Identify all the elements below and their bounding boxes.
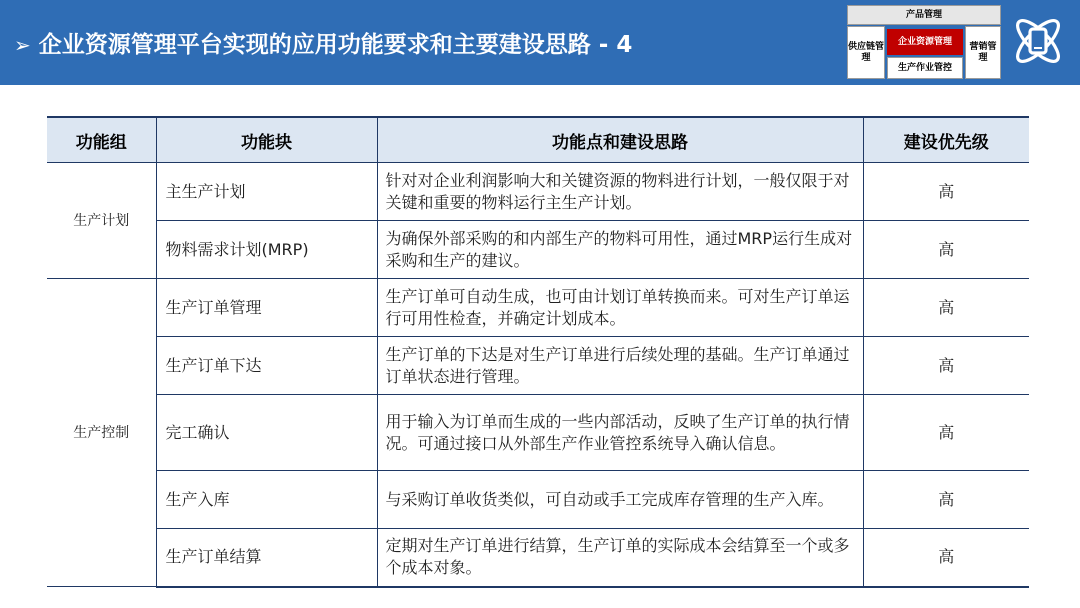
- header-function-points: 功能点和建设思路: [377, 117, 863, 163]
- function-description: 与采购订单收货类似，可自动或手工完成库存管理的生产入库。: [377, 471, 863, 529]
- priority-value: 高: [863, 163, 1029, 221]
- framework-production-control: 生产作业管控: [887, 57, 963, 79]
- priority-value: 高: [863, 279, 1029, 337]
- framework-marketing: 营销管理: [965, 26, 1001, 79]
- function-table: [47, 116, 1029, 588]
- priority-value: 高: [863, 529, 1029, 587]
- table-row: [47, 279, 1029, 337]
- priority-value: 高: [863, 471, 1029, 529]
- function-block: 生产订单下达: [156, 337, 377, 395]
- priority-value: 高: [863, 395, 1029, 471]
- function-description: 定期对生产订单进行结算，生产订单的实际成本会结算至一个或多个成本对象。: [377, 529, 863, 587]
- group-production-planning: 生产计划: [47, 163, 156, 279]
- header-bar: [0, 0, 1080, 85]
- table-row: [47, 337, 1029, 395]
- function-block: 主生产计划: [156, 163, 377, 221]
- table-header-row: [47, 117, 1029, 163]
- table-row: [47, 163, 1029, 221]
- function-block: 物料需求计划(MRP): [156, 221, 377, 279]
- table-row: [47, 471, 1029, 529]
- function-description: 针对对企业利润影响大和关键资源的物料进行计划，一般仅限于对关键和重要的物料运行主生产计划。: [377, 163, 863, 221]
- page-title: [14, 26, 632, 59]
- framework-supply-chain: 供应链管理: [847, 26, 885, 79]
- group-production-control: 生产控制: [47, 279, 156, 587]
- function-block: 生产订单结算: [156, 529, 377, 587]
- table-row: [47, 221, 1029, 279]
- function-block: 生产入库: [156, 471, 377, 529]
- framework-erp-highlight: 企业资源管理: [887, 29, 963, 55]
- priority-value: 高: [863, 337, 1029, 395]
- function-block: 完工确认: [156, 395, 377, 471]
- function-description: 生产订单可自动生成，也可由计划订单转换而来。可对生产订单运行可用性检查，并确定计划成本。: [377, 279, 863, 337]
- header-priority: 建设优先级: [863, 117, 1029, 163]
- header-function-group: 功能组: [47, 117, 156, 163]
- arrow-bullet-icon: ➢: [14, 33, 31, 57]
- function-description: 用于输入为订单而生成的一些内部活动，反映了生产订单的执行情况。可通过接口从外部生产作业管控系统导入确认信息。: [377, 395, 863, 471]
- framework-product-management: 产品管理: [847, 5, 1001, 25]
- function-block: 生产订单管理: [156, 279, 377, 337]
- function-description: 为确保外部采购的和内部生产的物料可用性，通过MRP运行生成对采购和生产的建议。: [377, 221, 863, 279]
- table-row: [47, 529, 1029, 587]
- page-title-text: 企业资源管理平台实现的应用功能要求和主要建设思路 - 4: [38, 32, 633, 58]
- function-description: 生产订单的下达是对生产订单进行后续处理的基础。生产订单通过订单状态进行管理。: [377, 337, 863, 395]
- priority-value: 高: [863, 221, 1029, 279]
- table-row: [47, 395, 1029, 471]
- atom-phone-icon: [1008, 10, 1068, 72]
- framework-diagram: [847, 5, 1001, 79]
- header-function-block: 功能块: [156, 117, 377, 163]
